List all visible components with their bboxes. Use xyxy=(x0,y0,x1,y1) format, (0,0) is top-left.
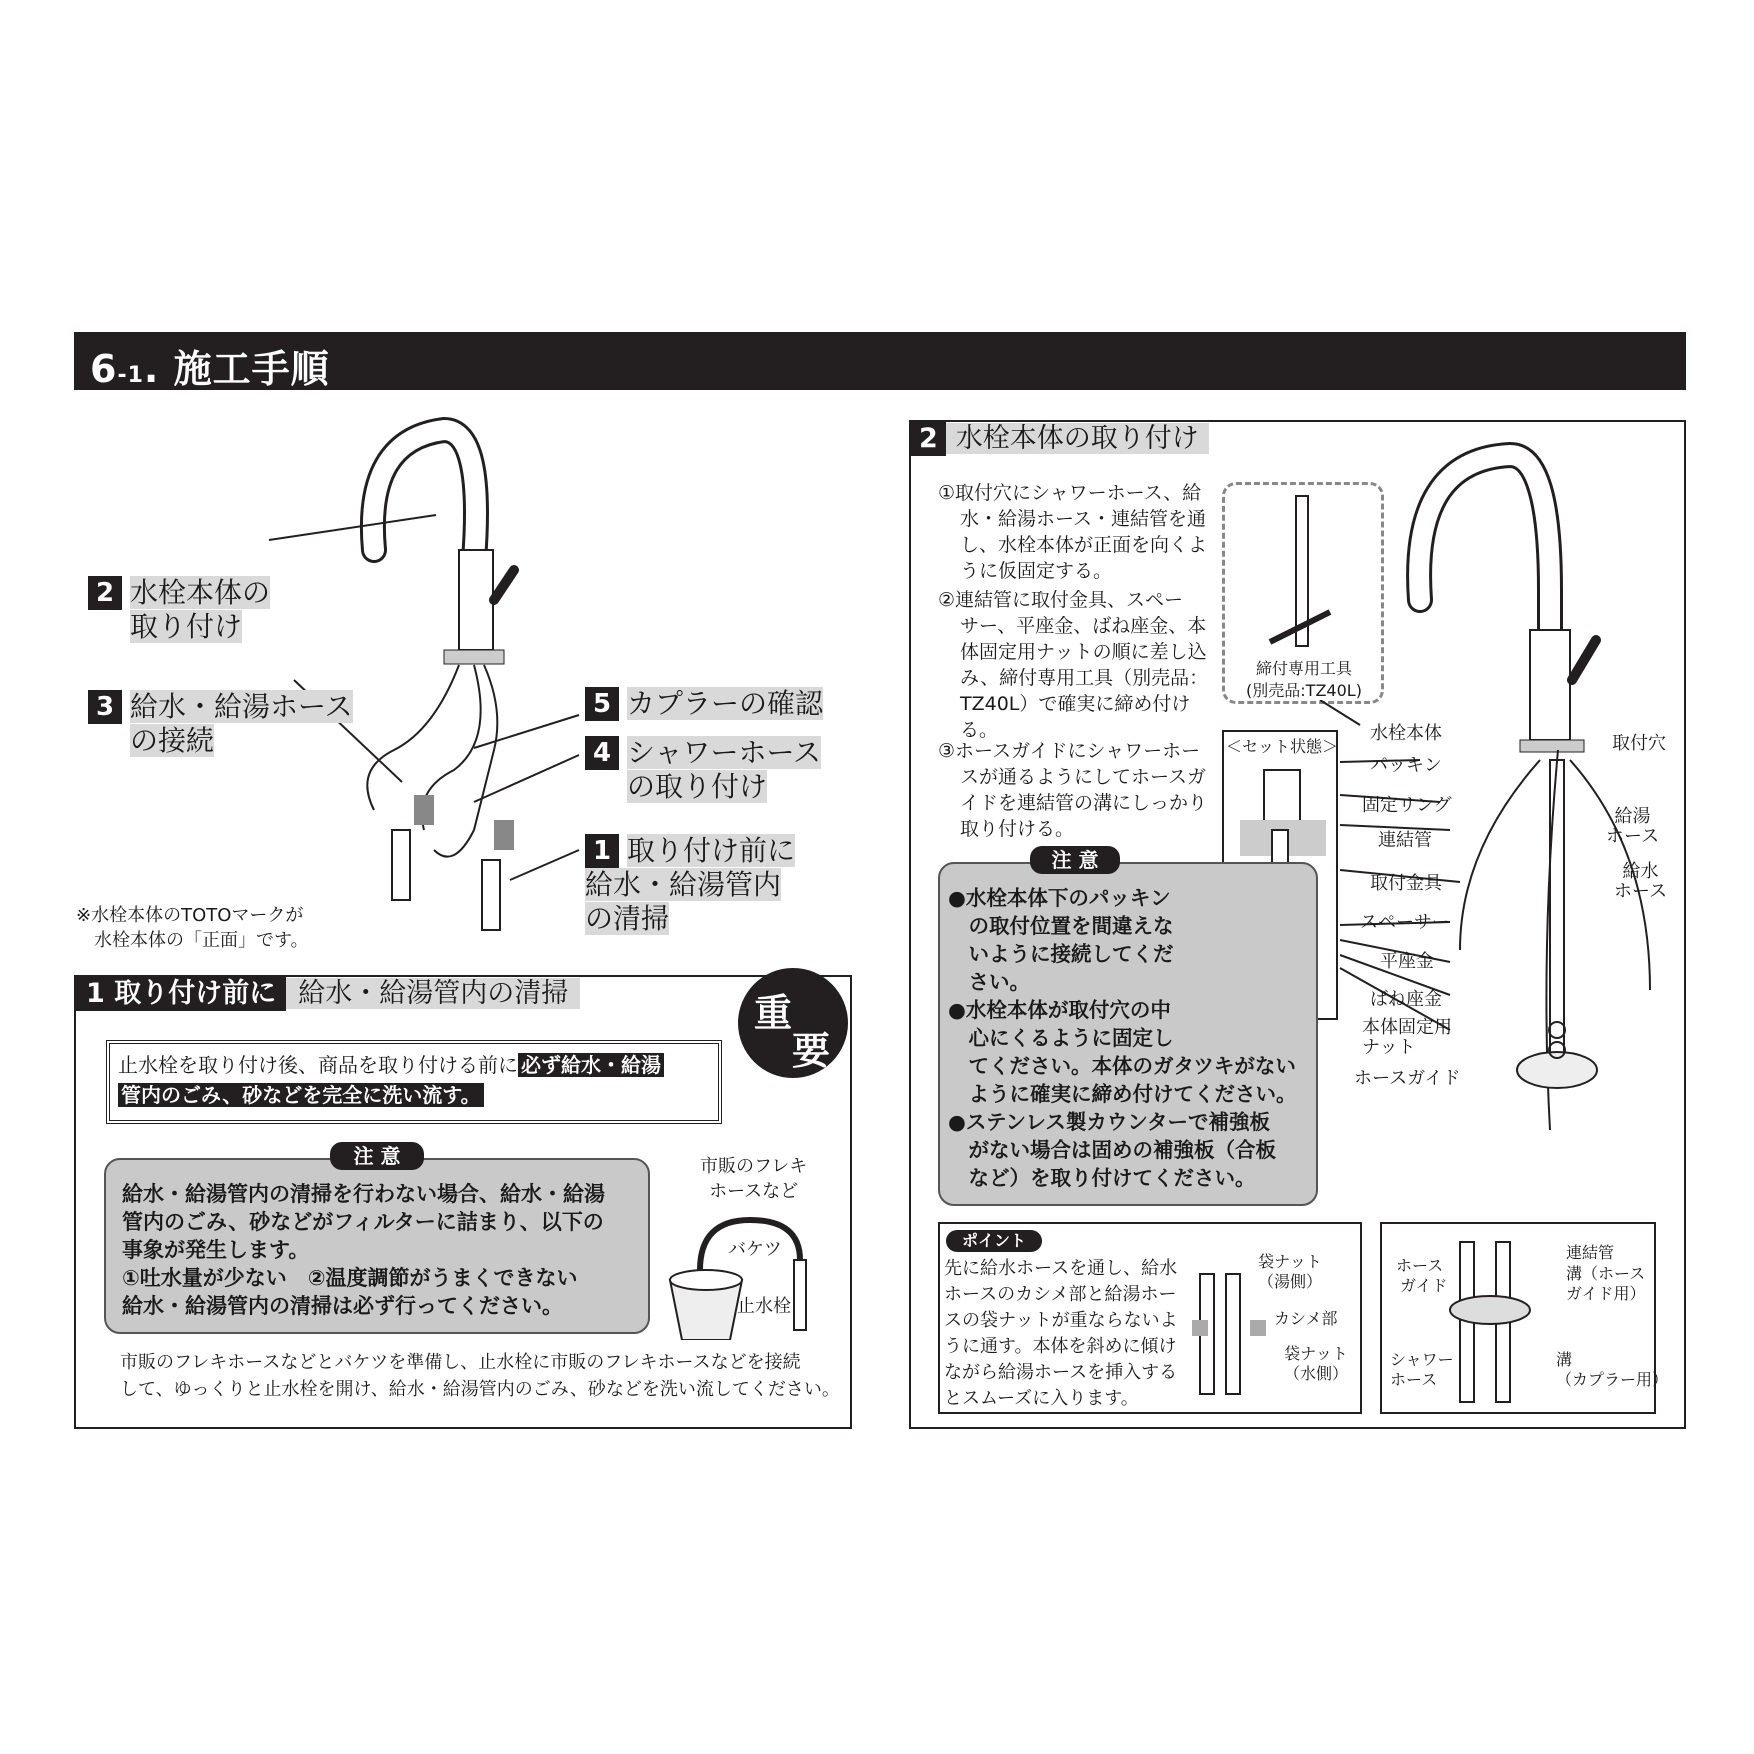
guide-label: ホース ガイド xyxy=(1396,1256,1448,1295)
part-hose-guide: ホースガイド xyxy=(1354,1068,1461,1089)
section1-caution-text: 給水・給湯管内の清掃を行わない場合、給水・給湯 管内のごみ、砂などがフィルターに詰まり、以下の 事象が発生します。 ①吐水量が少ない ②温度調節がうまくできない 給水・給湯管内の清掃は必ず行ってください。 xyxy=(122,1182,605,1318)
flex-hose-label: 市販のフレキ ホースなど xyxy=(700,1156,808,1202)
point-pill: ポイント xyxy=(946,1230,1042,1252)
step1-text: ①取付穴にシャワーホース、給 水・給湯ホース・連結管を通 し、水栓本体が正面を向くよ うに仮固定する。 xyxy=(938,482,1208,582)
crimp-label: カシメ部 xyxy=(1274,1309,1338,1328)
label-hot-hose: 給湯 ホース xyxy=(1606,806,1660,847)
point-text: 先に給水ホースを通し、給水 ホースのカシメ部と給湯ホー スの袋ナットが重ならないよ うに通す。本体を斜めに傾け ながら給湯ホースを挿入する とスムーズに入ります。 xyxy=(944,1258,1178,1409)
groove-coupler-label: 溝 （カプラー用） xyxy=(1556,1350,1669,1389)
caution-pill-2: 注 意 xyxy=(1030,846,1120,874)
step5-label: 5 カプラーの確認 xyxy=(585,687,823,721)
part-packing: パッキン xyxy=(1370,755,1442,776)
section1-footer: 市販のフレキホースなどとバケツを準備し、止水栓に市販のフレキホースなどを接続 して、ゆっくりと止水栓を開け、給水・給湯管内のごみ、砂などを洗い流してください。 xyxy=(120,1352,840,1400)
wrench-tool-icon xyxy=(1260,492,1350,652)
hose-guide-diagram xyxy=(1440,1240,1560,1410)
part-flat-washer: 平座金 xyxy=(1380,951,1434,972)
nut-hot-label: 袋ナット （湯側） xyxy=(1258,1252,1323,1291)
part-fixing-nut: 本体固定用 ナット xyxy=(1362,1017,1452,1058)
section-title-bar xyxy=(74,332,1686,390)
bucket-label: バケツ xyxy=(728,1239,782,1260)
warning-box: 止水栓を取り付け後、商品を取り付ける前に 必ず給水・給湯 管内のごみ、砂などを完全に洗い流す。 xyxy=(106,1040,722,1124)
section2-caution-text: ●水栓本体下のパッキン の取付位置を間違えな いように接続してくだ さい。 ●水栓本体が取付穴の中 心にくるように固定し てください。本体のガタツキがない ように確実に締め付けてください。 ●ステンレス製カウンターで補強板 がない場合は固めの補強板（合板 など）を取り付けてください。 xyxy=(948,886,1297,1190)
important-badge: 重 要 xyxy=(738,968,848,1078)
step4-label: 4 シャワーホース の取り付け xyxy=(585,736,821,804)
part-spring-washer: ばね座金 xyxy=(1370,989,1442,1010)
page-title: 6-1. 施工手順 xyxy=(90,347,330,391)
step3-label: 3 給水・給湯ホース の接続 xyxy=(88,690,353,758)
label-mount-hole: 取付穴 xyxy=(1612,733,1666,754)
shower-hose-label: シャワー ホース xyxy=(1390,1350,1454,1389)
tool-caption: 締付専用工具 (別売品:TZ40L) xyxy=(1246,659,1362,700)
part-faucet-body: 水栓本体 xyxy=(1370,723,1442,744)
groove-guide-label: 溝（ホース ガイド用） xyxy=(1566,1264,1646,1303)
nut-cold-label: 袋ナット （水側） xyxy=(1284,1344,1349,1383)
label-cold-hose: 給水 ホース xyxy=(1614,861,1668,902)
toto-mark-note: ※水栓本体のTOTOマークが 水栓本体の「正面」です。 xyxy=(76,905,309,951)
step3-text: ③ホースガイドにシャワーホー スが通るようにしてホースガ イドを連結管の溝にしっかり 取り付ける。 xyxy=(938,740,1208,840)
part-connecting-pipe: 連結管 xyxy=(1378,830,1432,851)
pipe-label: 連結管 xyxy=(1566,1243,1615,1262)
valve-label: 止水栓 xyxy=(737,1296,791,1317)
set-state-label: ＜セット状態＞ xyxy=(1226,737,1339,756)
step2-text: ②連結管に取付金具、スペー サー、平座金、ばね座金、本 体固定用ナットの順に差し込 み、締付専用工具（別売品： TZ40L）で確実に締め付け る。 xyxy=(938,589,1209,741)
step1-label: 1 取り付け前に 給水・給湯管内 の清掃 xyxy=(585,834,796,935)
step2-label: 2 水栓本体の 取り付け xyxy=(88,576,270,644)
section1-heading: 1 取り付け前に 給水・給湯管内の清掃 xyxy=(76,977,580,1011)
bucket-illustration xyxy=(660,1200,840,1340)
caution-pill: 注 意 xyxy=(330,1142,424,1170)
part-spacer: スペーサー xyxy=(1360,912,1450,933)
section2-heading: 2 水栓本体の取り付け xyxy=(911,422,1209,456)
part-fixing-ring: 固定リング xyxy=(1362,795,1452,816)
part-mounting-bracket: 取付金具 xyxy=(1370,873,1442,894)
